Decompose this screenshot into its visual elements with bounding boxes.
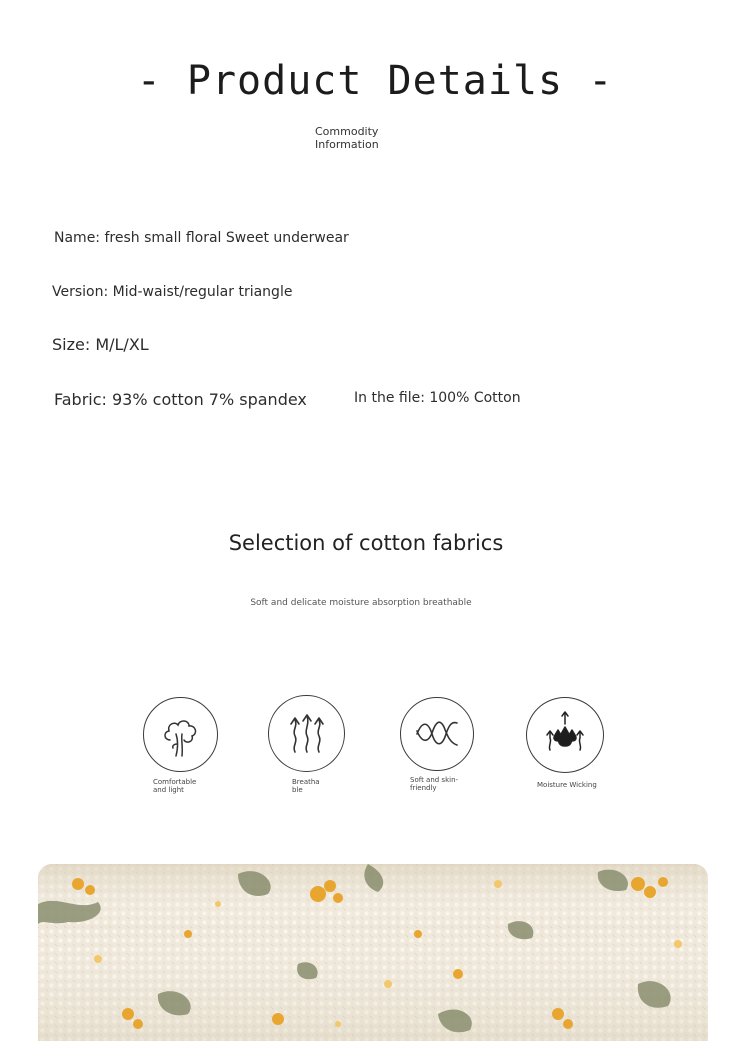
page-subtitle xyxy=(315,125,379,151)
feature-label-line-1: Breatha xyxy=(292,778,320,786)
subtitle-line-1: Commodity xyxy=(315,125,379,138)
breathable-arrows-icon xyxy=(268,695,345,772)
feature-label xyxy=(292,778,320,794)
spec-name: Name: fresh small floral Sweet underwear xyxy=(54,230,349,246)
feature-label-line-2: and light xyxy=(153,786,184,794)
feature-label-line-1: Comfortable xyxy=(153,778,197,786)
section-subtitle: Soft and delicate moisture absorption breathable xyxy=(250,598,472,608)
moisture-drops-icon xyxy=(526,697,604,773)
spec-size: Size: M/L/XL xyxy=(52,335,149,354)
fabric-photo xyxy=(38,864,708,1041)
soft-wave-icon xyxy=(400,697,474,771)
feature-label-line-1: Soft and skin- xyxy=(410,776,459,784)
feature-label xyxy=(537,781,597,789)
spec-in-file: In the file: 100% Cotton xyxy=(354,390,521,406)
feature-label-line-2: ble xyxy=(292,786,303,794)
cotton-flower-icon xyxy=(143,697,218,772)
subtitle-line-2: Information xyxy=(315,138,379,151)
feature-label xyxy=(410,776,458,792)
spec-fabric: Fabric: 93% cotton 7% spandex xyxy=(54,390,307,409)
page-title: - Product Details - xyxy=(136,58,614,104)
feature-label xyxy=(153,778,196,794)
feature-label-line-2: friendly xyxy=(410,784,437,792)
section-title: Selection of cotton fabrics xyxy=(228,531,504,555)
spec-version: Version: Mid-waist/regular triangle xyxy=(52,284,293,300)
feature-label-line-1: Moisture Wicking xyxy=(537,781,597,789)
